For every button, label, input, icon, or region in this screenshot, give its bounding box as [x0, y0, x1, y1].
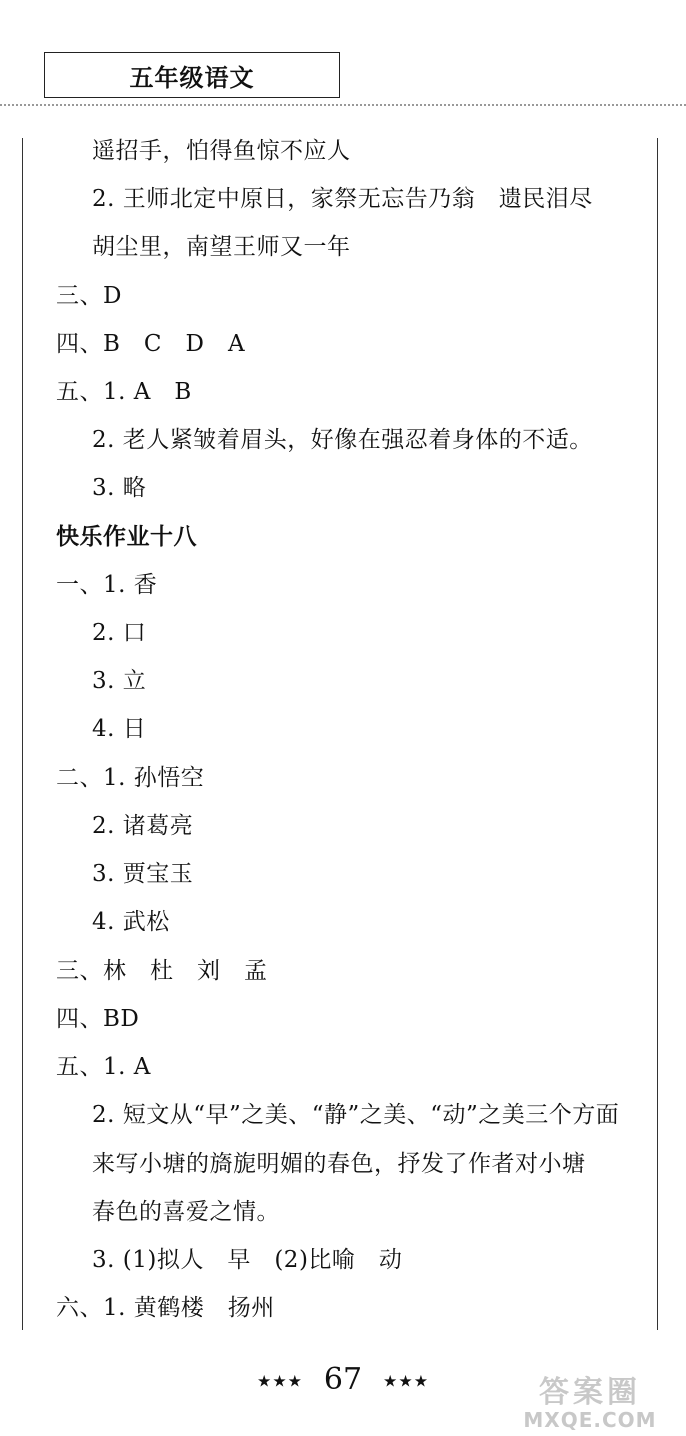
answer-line: 二、1. 孙悟空: [56, 765, 205, 791]
answer-line: 遥招手，怕得鱼惊不应人: [92, 138, 351, 164]
answer-line: 3. 略: [92, 475, 147, 501]
answer-line: 来写小塘的旖旎明媚的春色，抒发了作者对小塘: [92, 1151, 586, 1177]
site-watermark: [500, 1375, 680, 1432]
right-margin-line: [657, 138, 658, 1330]
dotted-divider: [0, 104, 686, 106]
answer-line: 六、1. 黄鹤楼 扬州: [56, 1295, 275, 1321]
answer-line: 三、D: [56, 283, 122, 309]
answer-line: 春色的喜爱之情。: [92, 1199, 280, 1225]
watermark-url: MXQE.COM: [523, 1408, 657, 1432]
answer-line: 四、BD: [56, 1006, 140, 1032]
answer-line: 五、1. A: [56, 1054, 151, 1080]
answer-line: 3. (1)拟人 早 (2)比喻 动: [92, 1247, 403, 1273]
answer-line: 4. 武松: [92, 909, 170, 935]
answer-line: 4. 日: [92, 716, 147, 742]
star-decoration-left: ★★★: [256, 1371, 303, 1391]
answer-line: 2. 诸葛亮: [92, 813, 194, 839]
answer-line: 五、1. A B: [56, 379, 192, 405]
answer-line: 2. 口: [92, 620, 147, 646]
answer-line: 2. 短文从“早”之美、“静”之美、“动”之美三个方面: [92, 1102, 620, 1128]
answer-line: 2. 王师北定中原日，家祭无忘告乃翁 遗民泪尽: [92, 186, 593, 212]
answer-line: 胡尘里，南望王师又一年: [92, 234, 351, 260]
answer-line: 一、1. 香: [56, 572, 158, 598]
answer-line: 3. 贾宝玉: [92, 861, 194, 887]
page-number: 67: [323, 1362, 363, 1397]
answer-line: 3. 立: [92, 668, 147, 694]
page-header-title: 五年级语文: [44, 52, 340, 98]
answer-line: 四、B C D A: [56, 331, 246, 357]
watermark-logo-text: 答案圈: [539, 1375, 641, 1410]
section-heading: 快乐作业十八: [56, 524, 197, 550]
answer-line: 三、林 杜 刘 孟: [56, 958, 268, 984]
answer-line: 2. 老人紧皱着眉头，好像在强忍着身体的不适。: [92, 427, 593, 453]
left-margin-line: [22, 138, 23, 1330]
star-decoration-right: ★★★: [383, 1371, 430, 1391]
